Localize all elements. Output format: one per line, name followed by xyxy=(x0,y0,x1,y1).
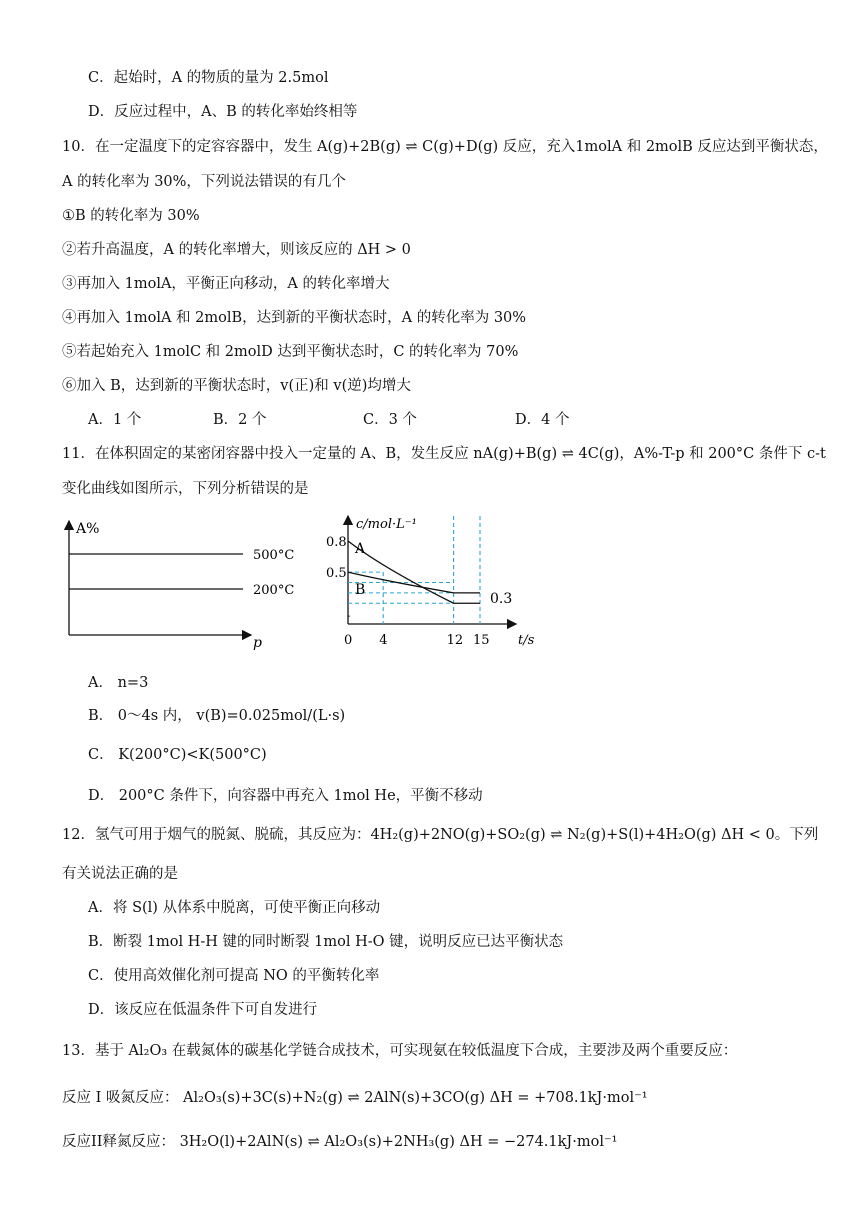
q11-stem-line1: 11．在体积固定的某密闭容器中投入一定量的 A、B，发生反应 nA(g)+B(g) ⇌ 4C(g)，A%-T-p 和 200°C 条件下 c-t xyxy=(62,446,826,462)
q10-item-5: ⑤若起始充入 1molC 和 2molD 达到平衡状态时，C 的转化率为 70% xyxy=(62,344,519,360)
q10-option-b: B．2 个 xyxy=(213,412,267,428)
series-B-label: B xyxy=(355,582,366,599)
q11-option-b: B． 0～4s 内， v(B)=0.025mol/(L·s) xyxy=(88,708,346,724)
x-tick-4: 4 xyxy=(379,633,388,648)
q11-option-d: D． 200°C 条件下，向容器中再充入 1mol He，平衡不移动 xyxy=(88,788,483,804)
tick-dash: - xyxy=(347,611,351,622)
q10-item-2: ②若升高温度，A 的转化率增大，则该反应的 ΔH > 0 xyxy=(62,242,411,258)
q10-item-1: ①B 的转化率为 30% xyxy=(62,208,200,224)
a-percent-pressure-graph xyxy=(55,515,315,655)
chart-x-label: t/s xyxy=(518,633,535,648)
q11-option-a: A． n=3 xyxy=(88,675,149,691)
q11-stem-line2: 变化曲线如图所示，下列分析错误的是 xyxy=(62,481,309,497)
q12-stem-line2: 有关说法正确的是 xyxy=(62,866,178,882)
series-A-line xyxy=(348,541,480,603)
q13-stem: 13．基于 Al₂O₃ 在载氮体的碳基化学链合成技术，可实现氨在较低温度下合成，主要涉及两个重要反应： xyxy=(62,1043,738,1059)
q12-option-a: A．将 S(l) 从体系中脱离，可使平衡正向移动 xyxy=(88,900,381,916)
y-tick-0.8: 0.8 xyxy=(326,535,347,550)
q12-option-c: C．使用高效催化剂可提高 NO 的平衡转化率 xyxy=(88,968,380,984)
q9-option-c: C．起始时，A 的物质的量为 2.5mol xyxy=(88,70,329,86)
q10-option-a: A．1 个 xyxy=(88,412,142,428)
y-axis-label: A% xyxy=(76,521,100,537)
concentration-time-chart xyxy=(318,512,550,657)
label-500c: 500°C xyxy=(253,548,295,563)
q10-option-c: C．3 个 xyxy=(363,412,417,428)
q12-stem-line1: 12．氢气可用于烟气的脱氮、脱硫，其反应为：4H₂(g)+2NO(g)+SO₂(g) ⇌ N₂(g)+S(l)+4H₂O(g) ΔH < 0。下列 xyxy=(62,827,819,843)
q10-item-6: ⑥加入 B，达到新的平衡状态时，v(正)和 v(逆)均增大 xyxy=(62,378,411,394)
y-tick-0.5: 0.5 xyxy=(326,566,347,582)
q13-reaction-1: 反应 I 吸氮反应： Al₂O₃(s)+3C(s)+N₂(g) ⇌ 2AlN(s)+3CO(g) ΔH = +708.1kJ·mol⁻¹ xyxy=(62,1090,648,1106)
q10-option-d: D．4 个 xyxy=(515,412,570,428)
series-A-label: A xyxy=(355,541,366,557)
x-tick-0: 0 xyxy=(344,633,353,648)
q9-option-d: D．反应过程中，A、B 的转化率始终相等 xyxy=(88,104,358,120)
annotation-0-3: 0.3 xyxy=(490,591,513,607)
q10-stem-line2: A 的转化率为 30%，下列说法错误的有几个 xyxy=(62,174,346,190)
label-200c: 200°C xyxy=(253,583,295,598)
chart-y-label: c/mol·L⁻¹ xyxy=(356,517,417,532)
q12-option-b: B．断裂 1mol H-H 键的同时断裂 1mol H-O 键，说明反应已达平衡状态 xyxy=(88,934,564,950)
q11-option-c: C． K(200°C)<K(500°C) xyxy=(88,747,267,763)
x-tick-15: 15 xyxy=(473,633,490,648)
q10-item-3: ③再加入 1molA，平衡正向移动，A 的转化率增大 xyxy=(62,276,390,292)
q12-option-d: D．该反应在低温条件下可自发进行 xyxy=(88,1002,318,1018)
x-axis-label: p xyxy=(253,635,262,651)
q13-reaction-2: 反应II释氮反应： 3H₂O(l)+2AlN(s) ⇌ Al₂O₃(s)+2NH₃(g) ΔH = −274.1kJ·mol⁻¹ xyxy=(62,1134,618,1150)
q10-options-row xyxy=(88,410,569,430)
q10-item-4: ④再加入 1molA 和 2molB，达到新的平衡状态时，A 的转化率为 30% xyxy=(62,310,527,326)
q10-stem-line1: 10．在一定温度下的定容容器中，发生 A(g)+2B(g) ⇌ C(g)+D(g) 反应，充入1molA 和 2molB 反应达到平衡状态， xyxy=(62,139,828,155)
x-tick-12: 12 xyxy=(446,633,464,648)
